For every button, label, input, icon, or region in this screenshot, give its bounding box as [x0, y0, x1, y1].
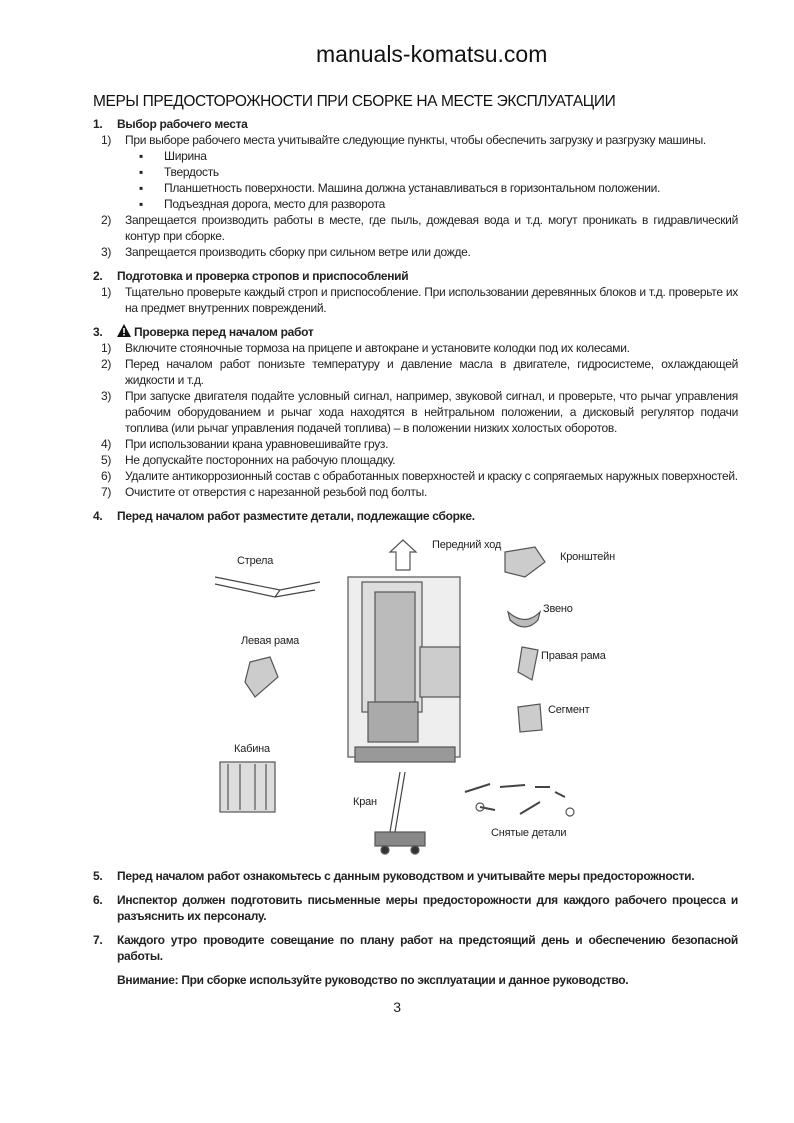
label-bracket: Кронштейн [560, 551, 615, 563]
item-number: 1) [101, 341, 112, 355]
machine-illustration [200, 532, 620, 862]
section-number: 4. [93, 509, 103, 523]
label-left-frame: Левая рама [241, 635, 300, 647]
bullet-text: Подъездная дорога, место для разворота [164, 197, 386, 211]
item-number: 2) [101, 213, 112, 227]
item-text: Очистите от отверстия с нарезанной резьбой под болты. [125, 485, 427, 499]
item-number: 3) [101, 245, 112, 259]
label-forward: Передний ход [432, 539, 502, 551]
label-segment: Сегмент [548, 704, 590, 716]
left-frame-part [245, 657, 278, 697]
section-text: Инспектор должен подготовить письменные меры предосторожности для каждого рабочего процесса и разъяснить их персоналу. [117, 893, 738, 923]
section-2 [93, 268, 738, 316]
label-cab: Кабина [234, 743, 270, 755]
bullet-text: Планшетность поверхности. Машина должна устанавливаться в горизонтальном положении. [164, 181, 661, 195]
item-text: Запрещается производить работы в месте, где пыль, дождевая вода и т.д. могут проникать в гидравлический контур при сборке. [125, 213, 738, 243]
bullet-text: Твердость [164, 165, 219, 179]
removed-parts [465, 784, 574, 816]
item-text: При использовании крана уравновешивайте груз. [125, 437, 389, 451]
section-4 [93, 508, 738, 524]
item-text: При выборе рабочего места учитывайте следующие пункты, чтобы обеспечить загрузку и разгрузку машины. [125, 133, 706, 147]
bracket-part [505, 547, 545, 577]
item-text: Перед началом работ понизьте температуру и давление масла в двигателе, гидросистеме, охлаждающей жидкости и т.д. [125, 357, 738, 387]
section-number: 7. [93, 933, 103, 947]
section-6 [93, 892, 738, 924]
item-number: 4) [101, 437, 112, 451]
watermark: manuals-komatsu.com [316, 41, 548, 67]
attention-note: Внимание: При сборке используйте руководство по эксплуатации и данное руководство. [117, 973, 629, 987]
bullet-icon: ▪ [139, 149, 143, 163]
right-frame-part [518, 647, 538, 680]
section-number: 1. [93, 117, 103, 131]
item-text: Удалите антикоррозионный состав с обработанных поверхностей и краску с сопрягаемых наружных поверхностей. [125, 469, 738, 483]
cab-part [220, 762, 275, 812]
label-boom: Стрела [237, 555, 274, 567]
machine-body [348, 577, 460, 762]
forward-arrow-icon [390, 540, 416, 570]
section-1 [93, 116, 738, 260]
parts-layout-diagram [200, 532, 620, 862]
label-link: Звено [543, 603, 573, 615]
item-number: 1) [101, 285, 112, 299]
section-number: 3. [93, 325, 103, 339]
section-text: Каждого утро проводите совещание по плану работ на предстоящий день и обеспечению безопасной работы. [117, 933, 738, 963]
section-7 [93, 932, 738, 964]
bullet-icon: ▪ [139, 165, 143, 179]
page-title: МЕРЫ ПРЕДОСТОРОЖНОСТИ ПРИ СБОРКЕ НА МЕСТЕ ЭКСПЛУАТАЦИИ [93, 93, 616, 110]
link-part [508, 612, 540, 627]
label-removed-parts: Снятые детали [491, 827, 567, 839]
item-text: Не допускайте посторонних на рабочую площадку. [125, 453, 396, 467]
section-number: 6. [93, 893, 103, 907]
section-title: Перед началом работ разместите детали, подлежащие сборке. [117, 509, 475, 523]
section-number: 5. [93, 869, 103, 883]
item-text: Тщательно проверьте каждый строп и приспособление. При использовании деревянных блоков и т.д. проверьте их на предмет внутренних повреждений. [125, 285, 738, 315]
item-text: При запуске двигателя подайте условный сигнал, например, звуковой сигнал, и проверьте, что рычаг управления рабочим оборудованием и рычаг хода находятся в нейтральном положении, а дисковый регулятор подачи топлива (или рычаг управления подачей топлива) – в положении низких холостых оборотов. [125, 389, 738, 435]
item-number: 1) [101, 133, 112, 147]
bullet-icon: ▪ [139, 197, 143, 211]
bullet-icon: ▪ [139, 181, 143, 195]
segment-part [518, 704, 542, 732]
label-crane: Кран [353, 796, 377, 808]
warning-icon [117, 324, 131, 337]
section-3 [93, 324, 738, 500]
item-text: Запрещается производить сборку при сильном ветре или дожде. [125, 245, 471, 259]
section-title: Проверка перед началом работ [134, 325, 314, 339]
section-number: 2. [93, 269, 103, 283]
section-5 [93, 868, 738, 884]
label-right-frame: Правая рама [541, 650, 606, 662]
section-title: Выбор рабочего места [117, 117, 248, 131]
item-number: 5) [101, 453, 112, 467]
document-page [93, 0, 738, 1056]
crane-part [375, 772, 425, 854]
bullet-text: Ширина [164, 149, 207, 163]
page-number: 3 [393, 999, 401, 1015]
item-number: 3) [101, 389, 112, 403]
item-number: 7) [101, 485, 112, 499]
item-number: 6) [101, 469, 112, 483]
section-text: Перед началом работ ознакомьтесь с данным руководством и учитывайте меры предосторожности. [117, 869, 695, 883]
item-number: 2) [101, 357, 112, 371]
section-title: Подготовка и проверка стропов и приспособлений [117, 269, 409, 283]
item-text: Включите стояночные тормоза на прицепе и автокране и установите колодки под их колесами. [125, 341, 630, 355]
boom-part [215, 577, 320, 597]
